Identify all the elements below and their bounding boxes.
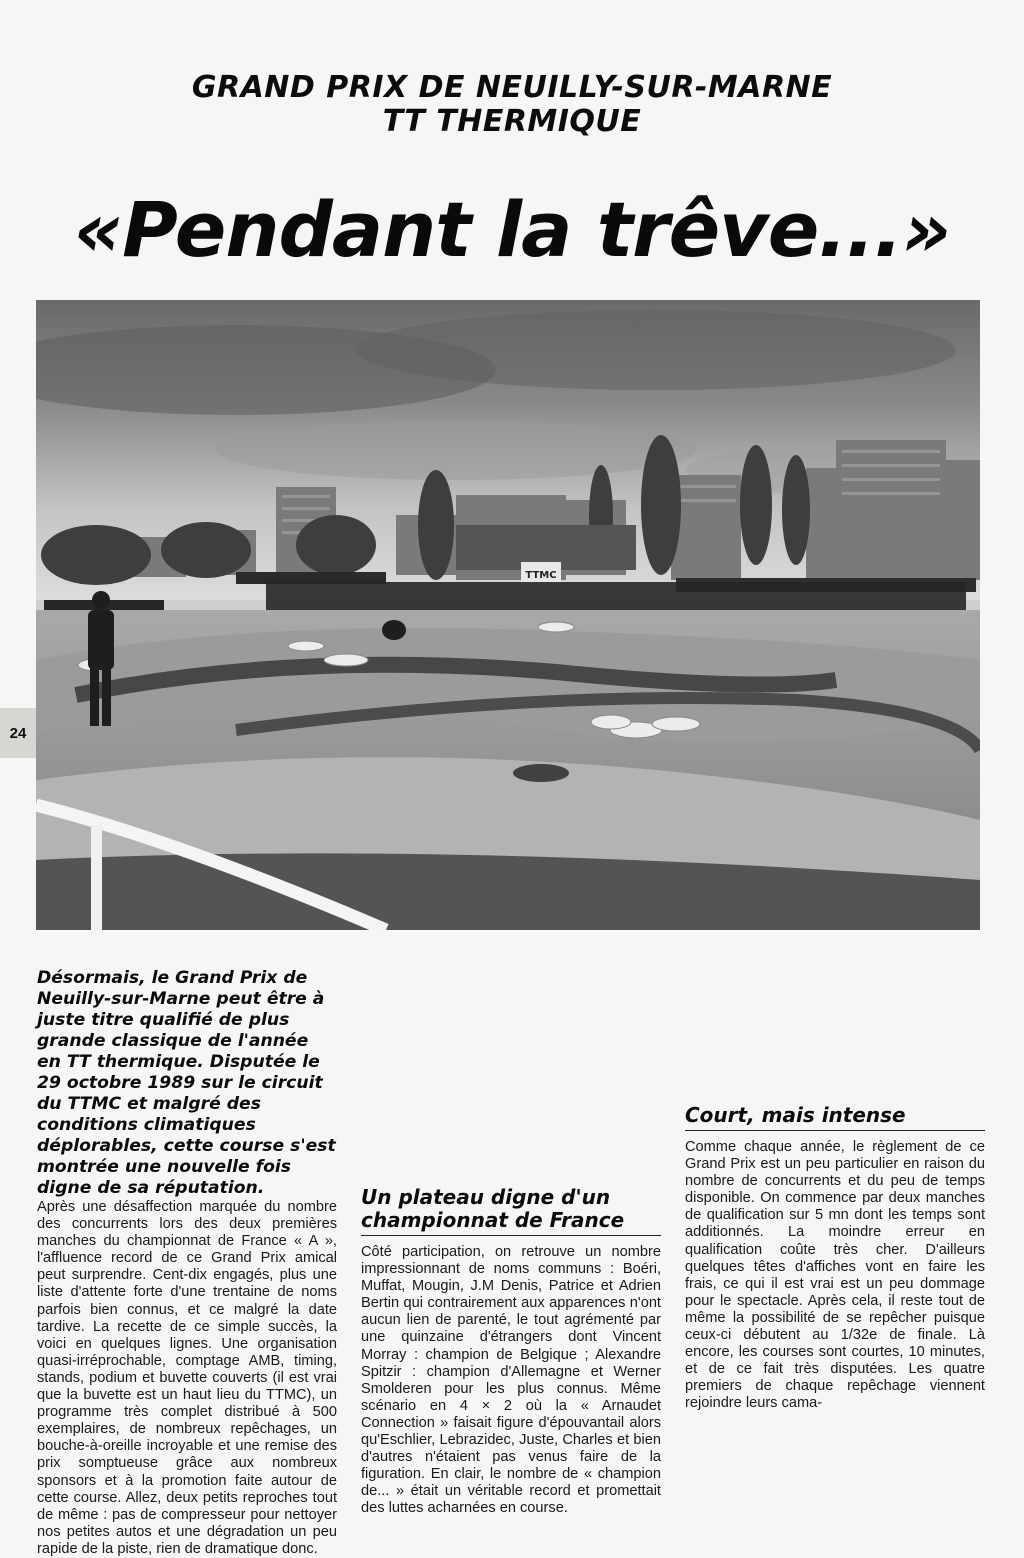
page-number: 24: [9, 724, 27, 742]
race-track-photo: [36, 300, 980, 930]
article-paragraph-2: Côté participation, on retrouve un nombre impressionnant de noms communs : Boéri, Muffat, Mougin, J.M Denis, Patrice et Adrien Bertin qui contrairement aux apparences n'ont aucun lien de parenté, le tout agrémenté par une quinzaine d'étrangers dont Vincent Morray : champion de Belgique ; Alexandre Spitzir : champion d'Allemagne et Werner Smolderen pour les plus connus. Même scénario en 4 × 2 où la « Arnaudet Connection » faisait figure d'épouvantail alors qu'Eschlier, Lebrazidec, Juste, Charles et bien d'autres n'étaient pas venus faire de la figuration. En clair, le nombre de « champion de... » était un véritable record et promettait des luttes acharnées en course.: [361, 1244, 661, 1517]
column-2-continuation-space: [361, 968, 661, 1164]
ttmc-banner: TTMC: [525, 570, 557, 581]
article-column-1: [37, 968, 337, 1558]
photo-track: [36, 610, 980, 930]
subhead-court-mais-intense: Court, mais intense: [685, 1104, 985, 1131]
page-number-tab: [0, 708, 36, 758]
article-paragraph-3: Comme chaque année, le règlement de ce Grand Prix est un peu particulier en raison du nombre de concurrents et du peu de temps disponible. On commence par deux manches de qualification sur 5 mn dont les temps sont additionnés. La moindre erreur en qualification coûte très cher. D'ailleurs quelques têtes d'affiches vont en faire les frais, ce qui il est vrai est un peu dommage pour le spectacle. Après cela, il reste tout de même la possibilité de se repêcher puisque ceux-ci débutent au 1/32e de finale. Là encore, les courses sont courtes, 10 minutes, et de ce fait très disputées. Les quatre premiers de chaque repêchage viennent rejoindre leurs cama-: [685, 1139, 985, 1412]
subhead-plateau: Un plateau digne d'un championnat de France: [361, 1186, 661, 1236]
column-3-continuation-space: [685, 968, 985, 1088]
kicker-title: GRAND PRIX DE NEUILLY-SUR-MARNE: [191, 70, 833, 105]
headline: «Pendant la trêve...»: [73, 185, 951, 274]
kicker-subtitle: TT THERMIQUE: [382, 104, 642, 139]
photo-rc-car: [513, 764, 569, 782]
article-column-3: [685, 968, 985, 1413]
article-column-2: [361, 968, 661, 1518]
article-paragraph-1: Après une désaffection marquée du nombre des concurrents lors des deux premières manches du championnat de France « A », l'affluence record de ce Grand Prix amical peut surprendre. Cent-dix engagés, plus une liste d'attente forte d'une trentaine de noms parfois bien connus, et ce malgré la date tardive. La recette de ce simple succès, la voici en quelques lignes. Une organisation quasi-irréprochable, comptage AMB, timing, stands, podium et buvette couverts (il est vrai que la buvette est un haut lieu du TTMC), un programme très complet distribué à 500 exemplaires, de nombreux repêchages, un bouche-à-oreille incroyable et une remise des prix somptueuse grâce aux nombreux sponsors et à la promotion faite autour de cette course. Allez, deux petits reproches tout de même : pas de compresseur pour nettoyer nos petites autos et une dégradation un peu rapide de la piste, rien de dramatique donc.: [37, 1199, 337, 1557]
article-lead: Désormais, le Grand Prix de Neuilly-sur-Marne peut être à juste titre qualifié de plus grande classique de l'année en TT thermique. Disputée le 29 octobre 1989 sur le circuit du TTMC et malgré des conditions climatiques déplorables, cette course s'est montrée une nouvelle fois digne de sa réputation.: [37, 968, 336, 1198]
